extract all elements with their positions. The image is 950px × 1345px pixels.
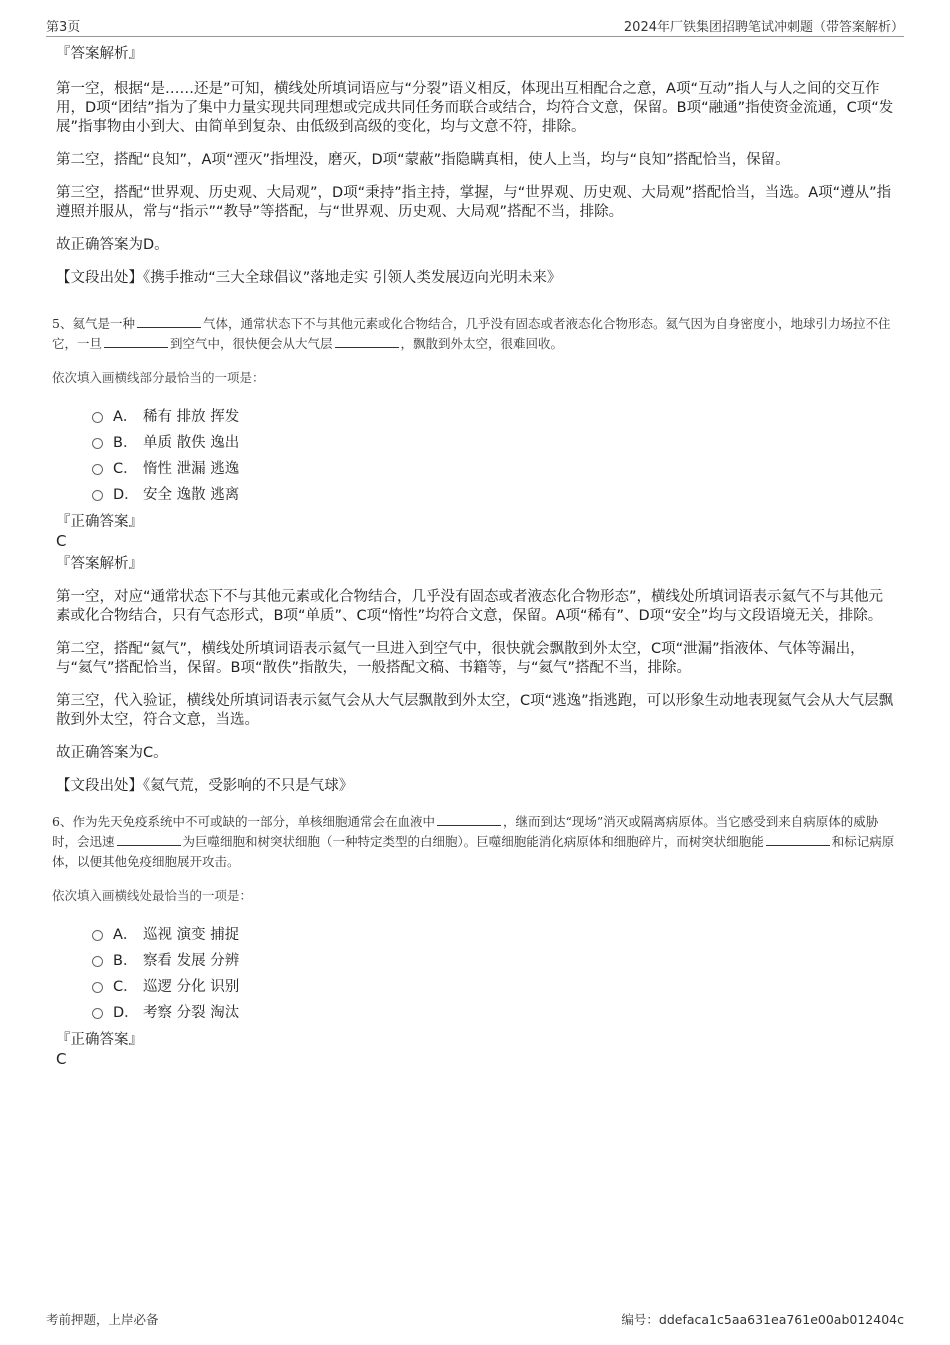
radio-icon[interactable]	[92, 1008, 103, 1019]
radio-icon[interactable]	[92, 438, 103, 449]
option-a[interactable]: A． 稀有 排放 挥发	[92, 402, 896, 428]
footer-slogan: 考前押题，上岸必备	[46, 1312, 159, 1327]
answer-blank	[117, 833, 181, 846]
page-content	[52, 44, 896, 1068]
option-b[interactable]: B． 单质 散佚 逸出	[92, 428, 896, 454]
question-6	[52, 812, 896, 1068]
correct-answer-label: 『正确答案』	[56, 514, 143, 530]
option-a[interactable]: A． 巡视 演变 捕捉	[92, 920, 896, 946]
document-id: 编号：ddefaca1c5aa631ea761e00ab012404c	[621, 1312, 904, 1327]
analysis-paragraph: 第二空，搭配“良知”，A项“湮灭”指埋没，磨灭，D项“蒙蔽”指隐瞒真相，使人上当，均与“良知”搭配恰当，保留。	[56, 152, 790, 168]
analysis-paragraph: 第三空，代入验证，横线处所填词语表示氦气会从大气层飘散到外太空，C项“逃逸”指逃跑，可以形象生动地表现氦气会从大气层飘散到外太空，符合文意，当选。	[56, 693, 894, 728]
prev-analysis	[56, 44, 896, 288]
question-instruction: 依次填入画横线处最恰当的一项是：	[52, 888, 253, 903]
option-d[interactable]: D． 安全 逸散 逃离	[92, 480, 896, 506]
correct-answer: C	[56, 1050, 67, 1068]
answer-blank	[766, 833, 830, 846]
document-title: 2024年厂铁集团招聘笔试冲刺题（带答案解析）	[623, 20, 904, 35]
source-citation: 【文段出处】《携手推动“三大全球倡议”落地走实 引领人类发展迈向光明未来》	[56, 270, 562, 286]
analysis-label: 『答案解析』	[56, 46, 143, 62]
answer-blank	[104, 335, 168, 348]
radio-icon[interactable]	[92, 982, 103, 993]
analysis-paragraph: 第一空，对应“通常状态下不与其他元素或化合物结合，几乎没有固态或者液态化合物形态”，横线处所填词语表示氦气不与其他元素或化合物结合，只有气态形式，B项“单质”、C项“惰性”均符合文意，保留。A项“稀有”、D项“安全”均与文段语境无关，排除。	[56, 589, 884, 624]
question-stem: 6、作为先天免疫系统中不可或缺的一部分，单核细胞通常会在血液中 ，继而到达“现场”消灭或隔离病原体。当它感受到来自病原体的威胁时，会迅速 为巨噬细胞和树突状细胞（一种特定类型的白细胞）。巨噬细胞能消化病原体和细胞碎片，而树突状细胞能 和标记病原体，以便其他免疫细胞展开攻击。	[52, 814, 895, 869]
source-citation: 【文段出处】《氦气荒，受影响的不只是气球》	[56, 778, 354, 794]
page-number: 第3页	[46, 20, 81, 35]
question-stem: 5、氦气是一种 气体，通常状态下不与其他元素或化合物结合，几乎没有固态或者液态化合物形态。氦气因为自身密度小，地球引力场拉不住它，一旦 到空气中，很快便会从大气层 ，飘散到外太空，很难回收。	[52, 316, 891, 351]
answer-blank	[437, 813, 501, 826]
analysis-label: 『答案解析』	[56, 556, 143, 572]
options-list	[92, 920, 896, 1024]
option-b[interactable]: B． 察看 发展 分辨	[92, 946, 896, 972]
correct-answer: C	[56, 532, 67, 550]
option-c[interactable]: C． 巡逻 分化 识别	[92, 972, 896, 998]
radio-icon[interactable]	[92, 490, 103, 501]
conclusion: 故正确答案为C。	[56, 745, 168, 761]
options-list	[92, 402, 896, 506]
radio-icon[interactable]	[92, 930, 103, 941]
answer-blank	[335, 335, 399, 348]
analysis-paragraph: 第二空，搭配“氦气”，横线处所填词语表示氦气一旦进入到空气中，很快就会飘散到外太空，C项“泄漏”指液体、气体等漏出，与“氦气”搭配恰当，保留。B项“散佚”指散失，一般搭配文稿、书籍等，与“氦气”搭配不当，排除。	[56, 641, 865, 676]
page-header	[46, 14, 904, 37]
correct-answer-label: 『正确答案』	[56, 1032, 143, 1048]
conclusion: 故正确答案为D。	[56, 237, 169, 253]
analysis-paragraph: 第一空，根据“是……还是”可知，横线处所填词语应与“分裂”语义相反，体现出互相配合之意，A项“互动”指人与人之间的交互作用，D项“团结”指为了集中力量实现共同理想或完成共同任务而联合或结合，均符合文意，保留。B项“融通”指使资金流通，C项“发展”指事物由小到大、由简单到复杂、由低级到高级的变化，均与文意不符，排除。	[56, 81, 894, 135]
radio-icon[interactable]	[92, 956, 103, 967]
option-c[interactable]: C． 惰性 泄漏 逃逸	[92, 454, 896, 480]
question-5	[52, 314, 896, 796]
option-d[interactable]: D． 考察 分裂 淘汰	[92, 998, 896, 1024]
radio-icon[interactable]	[92, 464, 103, 475]
answer-blank	[137, 315, 201, 328]
analysis-paragraph: 第三空，搭配“世界观、历史观、大局观”，D项“秉持”指主持，掌握，与“世界观、历史观、大局观”搭配恰当，当选。A项“遵从”指遵照并服从，常与“指示”“教导”等搭配，与“世界观、历史观、大局观”搭配不当，排除。	[56, 185, 892, 220]
question-instruction: 依次填入画横线部分最恰当的一项是：	[52, 370, 265, 385]
radio-icon[interactable]	[92, 412, 103, 423]
